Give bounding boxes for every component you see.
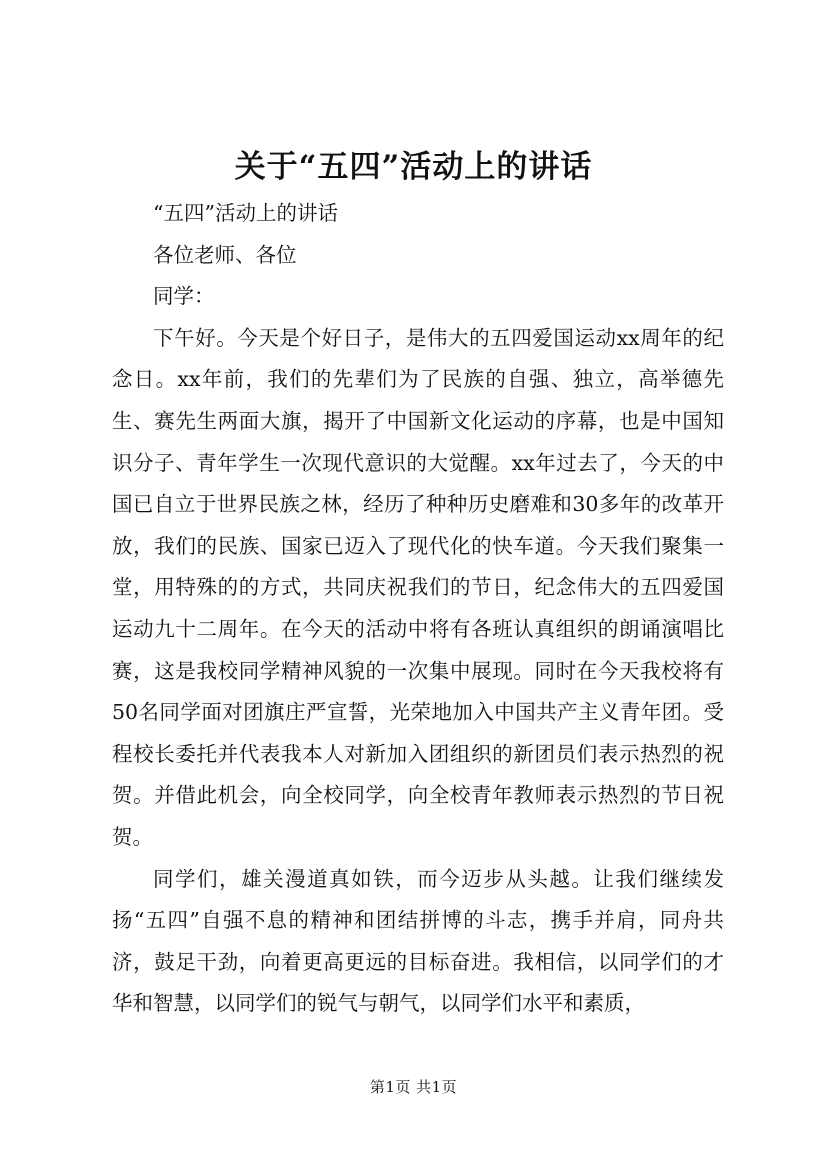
page-footer: 第1页 共1页 [369,1078,458,1096]
document-body [112,193,724,1025]
paragraph-subtitle: “五四”活动上的讲话 [153,201,338,225]
paragraph-main: 下午好。今天是个好日子，是伟大的五四爱国运动xx周年的纪念日。xx年前，我们的先辈们为了民族的自强、独立，高举德先生、赛先生两面大旗，揭开了中国新文化运动的序幕，也是中国知识分子、青年学生一次现代意识的大觉醒。xx年过去了，今天的中国已自立于世界民族之林，经历了种种历史磨难和30多年的改革开放，我们的民族、国家已迈入了现代化的快车道。今天我们聚集一堂，用特殊的的方式，共同庆祝我们的节日，纪念伟大的五四爱国运动九十二周年。在今天的活动中将有各班认真组织的朗诵演唱比赛，这是我校同学精神风貌的一次集中展现。同时在今天我校将有50名同学面对团旗庄严宣誓，光荣地加入中国共产主义青年团。受程校长委托并代表我本人对新加入团组织的新团员们表示热烈的祝贺。并借此机会，向全校同学，向全校青年教师表示热烈的节日祝贺。 [112,325,724,849]
paragraph-salutation-line1: 各位老师、各位 [153,242,297,267]
paragraph-salutation-line2: 同学： [153,284,215,309]
document-title: 关于“五四”活动上的讲话 [234,149,593,185]
paragraph-closing: 同学们，雄关漫道真如铁，而今迈步从头越。让我们继续发扬“五四”自强不息的精神和团结拼博的斗志，携手并肩，同舟共济，鼓足干劲，向着更高更远的目标奋进。我相信，以同学们的才华和智慧，以同学们的锐气与朝气，以同学们水平和素质， [112,866,724,1016]
